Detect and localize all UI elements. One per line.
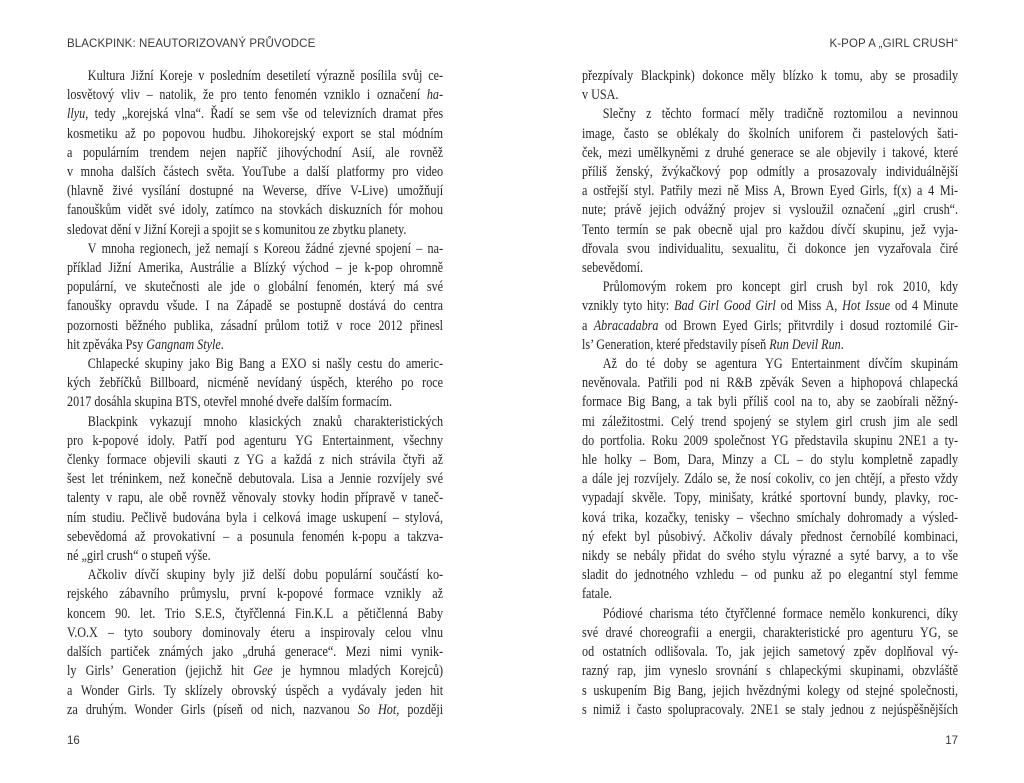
text-run: losvětový vliv – natolik, že pro tento fenomén vzniklo i označení — [67, 87, 427, 104]
text-line — [582, 624, 958, 643]
page-number: 16 — [67, 735, 80, 747]
text-run: formace Big Bang, a tak byli příliš cool na to, aby se zaobírali něžný- — [582, 394, 959, 411]
text-line — [67, 489, 443, 508]
text-run: vypadají skvěle. Topy, minišaty, krátké sportovní bundy, plavky, roc- — [582, 490, 959, 507]
text-line — [582, 163, 958, 182]
text-run: kosmetiku až po popovou hudbu. Jihokorejský export se stal módním — [67, 125, 444, 142]
paragraph — [582, 278, 958, 355]
text-line — [582, 547, 958, 566]
text-run: a dále jej rozvíjely. Zdálo se, že nosí cokoliv, co jen chtějí, a přesto vždy — [582, 471, 959, 488]
text-run: , tedy „korejská vlna“. Řadí se sem vše od televizních dramat přes — [85, 106, 444, 123]
text-line — [67, 701, 443, 720]
page-number: 17 — [945, 735, 958, 747]
text-line — [582, 509, 958, 528]
italic-title: Gangnam Style — [146, 336, 221, 353]
text-run: Průlomovým rokem pro koncept girl crush byl rok 2010, kdy — [602, 279, 959, 296]
text-line — [582, 566, 958, 585]
text-run: Kultura Jižní Koreje v posledním desetiletí výrazně posílila svůj ce- — [87, 68, 444, 84]
text-line — [67, 86, 443, 105]
paragraph — [582, 355, 958, 605]
text-run: pozornosti běžného publika, zásadní průlom totiž v roce 2012 přinesl — [67, 317, 444, 334]
text-line — [67, 278, 443, 297]
text-line — [67, 585, 443, 604]
italic-title: So Hot, — [357, 701, 400, 718]
text-run: V.O.X – tyto soubory dominovaly éteru a inspirovaly celou vlnu — [67, 624, 444, 641]
text-run: a — [582, 317, 594, 334]
text-run: fanouškům vidět své idoly, zatímco na stovkách diskuzních fór mohou — [67, 202, 444, 219]
text-run: nikdy se nebály přidat do svého stylu výrazné a syté barvy, a to vše — [582, 548, 959, 565]
text-line — [582, 432, 958, 451]
text-run: nute; právě jejich odvážný projev si vysloužil označení „girl crush“. — [582, 202, 959, 219]
text-line — [582, 297, 958, 316]
text-line — [582, 278, 958, 297]
text-line — [582, 682, 958, 701]
right-page — [512, 0, 1024, 783]
text-run: za druhým. Wonder Girls (píseň od nich, nazvanou — [67, 701, 358, 718]
text-line — [582, 413, 958, 432]
text-run: Až do té doby se agentura YG Entertainment dívčím skupinám — [602, 356, 959, 373]
text-line — [67, 528, 443, 547]
text-run: talenty v rapu, ale obě rovněž věnovaly stovky hodin přípravě v taneč- — [67, 490, 444, 507]
text-run: . — [220, 336, 224, 353]
italic-title: ha- — [426, 87, 444, 104]
text-line — [582, 259, 958, 278]
italic-title: Run Devil Run — [769, 336, 841, 353]
text-line — [67, 259, 443, 278]
text-run: Ačkoliv dívčí skupiny byly již delší dobu populární součástí ko- — [87, 567, 444, 584]
text-run: a ostřejší styl. Patřily mezi ně Miss A, Brown Eyed Girls, f(x) a 4 Mi- — [582, 183, 959, 200]
text-run: V mnoha regionech, jež nemají s Koreou žádné zjevné spojení – na- — [87, 240, 444, 257]
text-run: Pódiové charisma této čtyřčlenné formace nemělo konkurenci, díky — [602, 605, 959, 622]
paragraph — [582, 605, 958, 720]
text-line — [582, 201, 958, 220]
text-run: ková trika, kozačky, tenisky – všechno smíchaly dohromady a výsled- — [582, 509, 959, 526]
text-line — [582, 240, 958, 259]
text-run: dalších partiček známých jako „druhá generace“. Mezi nimi vynik- — [67, 644, 444, 661]
text-line — [67, 105, 443, 124]
text-run: od 4 Minute — [890, 298, 959, 315]
text-run: později — [399, 701, 444, 718]
body-text — [582, 67, 958, 720]
text-run: nevěnovala. Patřili pod ni R&B zpěvák Seven a hiphopová chlapecká — [582, 375, 959, 392]
text-line — [67, 374, 443, 393]
text-run: koncem 90. let. Trio S.E.S, čtyřčlenná Fin.K.L a pětičlenná Baby — [67, 605, 444, 622]
text-run: hle holky – Bom, Dara, Minzy a CL – do stylu kompletně zapadly — [582, 452, 959, 469]
italic-title: Hot Issue — [842, 298, 891, 315]
text-run: fatale. — [582, 586, 613, 603]
text-line — [67, 67, 443, 86]
text-run: sladit do jednotného vzhledu – od punku až po elegantní styl femme — [582, 567, 959, 584]
text-run: sebevědomí. — [582, 260, 644, 277]
italic-title: Abracadabra — [593, 317, 659, 334]
paragraph — [67, 67, 443, 240]
text-run: je hymnou mladých Korejců) — [272, 663, 444, 680]
text-run: dřovala svou individualitu, sexualitu, či dokonce jen vyzařovala čiré — [582, 240, 959, 257]
text-line — [67, 470, 443, 489]
text-line — [582, 105, 958, 124]
text-line — [582, 182, 958, 201]
text-run: pro k-popové idoly. Patří pod agenturu YG Entertainment, všechny — [67, 432, 444, 449]
italic-title: Bad Girl Good Girl — [674, 298, 776, 315]
text-run: ček, mezi umělkyněmi z druhé generace se ale objevily i takové, které — [582, 144, 959, 161]
text-line — [582, 528, 958, 547]
text-run: image, často se oblékaly do školních uniforem či pastelových šati- — [582, 125, 959, 142]
text-run: razný rap, jim vyneslo srovnání s chlapeckými skupinami, obzvláště — [582, 663, 959, 680]
text-run: Blackpink vykazují mnoho klasických znaků charakteristických — [87, 413, 444, 430]
text-line — [67, 547, 443, 566]
text-line — [67, 221, 443, 240]
text-run: s uskupením Big Bang, jejich hvězdnými kolegy od stejné společnosti, — [582, 682, 959, 699]
text-line — [67, 144, 443, 163]
text-run: hit zpěváka Psy — [67, 336, 147, 353]
text-line — [67, 125, 443, 144]
text-run: populární, ve skutečnosti ale jde o globální fenomén, který má své — [67, 279, 444, 296]
text-line — [67, 240, 443, 259]
text-line — [67, 336, 443, 355]
running-head: K-POP A „GIRL CRUSH“ — [829, 38, 958, 50]
text-run: s nimiž i často spolupracovaly. 2NE1 se staly jednou z nejúspěšnějších — [582, 701, 959, 718]
text-run: členky formace objevili skauti z YG a každá z nich strávila čtyři až — [67, 452, 444, 469]
text-run: příklad Jižní Amerika, Austrálie a Blízký východ – je k-pop ohromně — [67, 260, 444, 277]
text-run: ly Girls’ Generation (jejichž hit — [67, 663, 254, 680]
paragraph — [582, 67, 958, 105]
text-line — [582, 585, 958, 604]
text-run: mi záležitostmi. Celý trend spojený se stylem girl crush jim ale sedl — [582, 413, 959, 430]
text-run: v USA. — [582, 87, 619, 104]
text-line — [582, 221, 958, 240]
text-line — [67, 624, 443, 643]
text-run: od Brown Eyed Girls; přitvrdily i dosud roztomilé Gir- — [658, 317, 959, 334]
text-line — [67, 413, 443, 432]
text-line — [67, 605, 443, 624]
text-line — [67, 432, 443, 451]
text-line — [67, 163, 443, 182]
running-head: BLACKPINK: NEAUTORIZOVANÝ PRŮVODCE — [67, 38, 316, 50]
text-line — [582, 489, 958, 508]
text-line — [582, 317, 958, 336]
text-run: . — [840, 336, 844, 353]
text-run: a populárním trendem nejen napříč jihovýchodní Asií, ale rovněž — [67, 144, 444, 161]
paragraph — [67, 566, 443, 720]
text-run: Tento termín se pak obecně ujal pro každou dívčí skupinu, jež vyja- — [582, 221, 959, 238]
paragraph — [67, 240, 443, 355]
text-line — [582, 336, 958, 355]
text-line — [67, 509, 443, 528]
text-line — [582, 86, 958, 105]
text-run: a Wonder Girls. Ty sklízely obrovský úspěch a vydávaly jeden hit — [67, 682, 444, 699]
text-run: (hlavně živé vysílání dostupné na Weverse, dříve V-Live) umožňují — [67, 183, 444, 200]
text-line — [67, 682, 443, 701]
text-run: sebevědomá až provokativní – a posunula fenomén k-popu a takzva- — [67, 528, 444, 545]
text-line — [582, 67, 958, 86]
text-run: přezpívaly Blackpink) dokonce měly blízko k tomu, aby se prosadily — [582, 68, 959, 84]
text-run: sledovat dění v Jižní Koreji a spojit se s komunitou ze zbytku planety. — [67, 221, 407, 238]
text-run: kých žebříčků Billboard, nicméně nevídaný úspěch, kterého po roce — [67, 375, 444, 392]
text-line — [582, 393, 958, 412]
text-line — [582, 605, 958, 624]
text-run: 2017 dosáhla skupina BTS, otevřel mnohé dveře dalším formacím. — [67, 394, 393, 411]
text-run: své dravé choreografii a energii, charakteristické pro agenturu YG, se — [582, 624, 959, 641]
paragraph — [67, 413, 443, 567]
text-line — [67, 201, 443, 220]
text-run: ním studiu. Pečlivě budována byla i celková image uskupení – stylová, — [67, 509, 444, 526]
text-run: Chlapecké skupiny jako Big Bang a EXO si našly cestu do americ- — [87, 356, 444, 373]
text-run: né „girl crush“ o stupeň výše. — [67, 548, 211, 565]
text-line — [582, 470, 958, 489]
text-run: v mnoha dalších částech světa. YouTube a další platformy pro video — [67, 164, 444, 181]
text-line — [582, 451, 958, 470]
text-line — [67, 393, 443, 412]
text-line — [582, 144, 958, 163]
text-line — [582, 643, 958, 662]
text-run: od ostatních odlišovala. To, jak jejich sametový zpěv doplňoval vý- — [582, 644, 959, 661]
text-run: šest let tréninkem, než konečně debutovala. Lisa a Jennie rozvíjely své — [67, 471, 444, 488]
text-line — [67, 297, 443, 316]
italic-title: llyu — [67, 106, 86, 123]
text-run: ný efekt byl působivý. Ačkoliv dávaly přednost černobílé kombinaci, — [582, 528, 959, 545]
text-run: ls’ Generation, které představily píseň — [582, 336, 770, 353]
text-line — [582, 701, 958, 720]
text-run: příliš ženský, žvýkačkový pop odmítly a prosazovaly individuálnější — [582, 164, 959, 181]
text-line — [67, 566, 443, 585]
text-run: rejského zábavního průmyslu, první k-popové formace vznikly až — [67, 586, 444, 603]
text-run: do portfolia. Roku 2009 společnost YG představila skupinu 2NE1 a ty- — [582, 432, 959, 449]
text-line — [67, 662, 443, 681]
body-text — [67, 67, 443, 720]
text-run: Slečny z těchto formací měly tradičně roztomilou a nevinnou — [602, 106, 959, 123]
text-line — [67, 317, 443, 336]
text-run: od Miss A, — [775, 298, 843, 315]
text-line — [582, 125, 958, 144]
text-line — [67, 182, 443, 201]
text-line — [582, 662, 958, 681]
text-line — [67, 451, 443, 470]
text-run: fanoušky opravdu všude. I na Západě se postupně dostává do centra — [67, 298, 444, 315]
paragraph — [67, 355, 443, 413]
text-line — [582, 374, 958, 393]
paragraph — [582, 105, 958, 278]
text-line — [67, 643, 443, 662]
text-line — [67, 355, 443, 374]
text-run: vznikly tyto hity: — [582, 298, 675, 315]
text-line — [582, 355, 958, 374]
italic-title: Gee — [253, 663, 273, 680]
